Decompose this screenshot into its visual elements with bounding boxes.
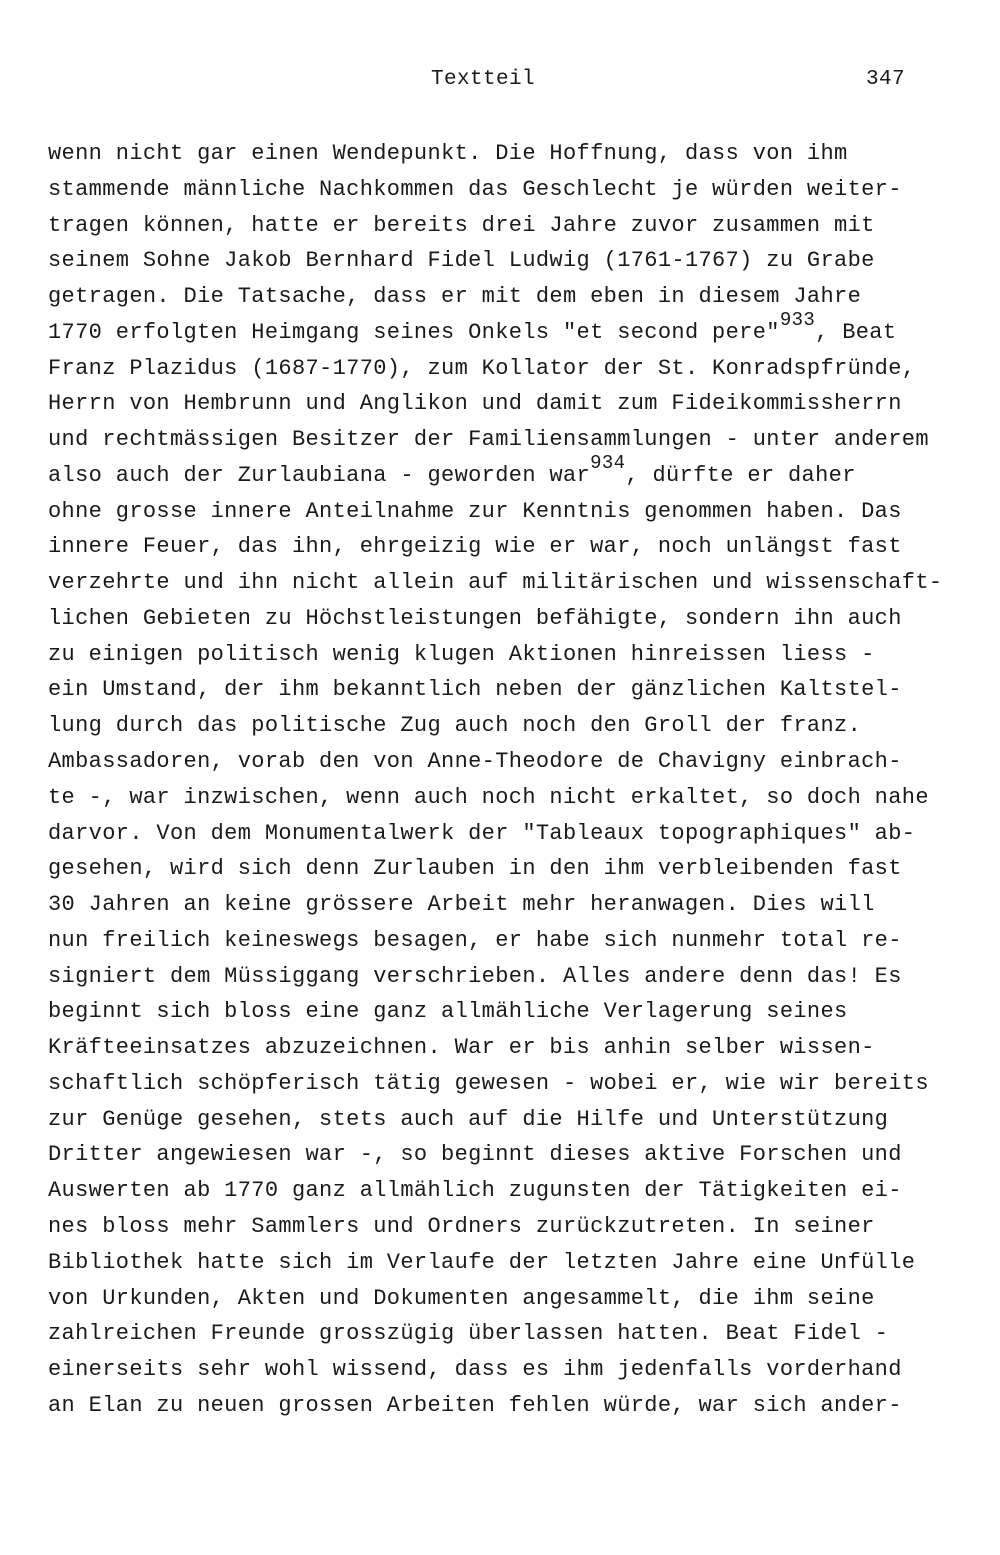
- line-text: ein Umstand, der ihm bekanntlich neben der gänzlichen Kaltstel-: [48, 677, 902, 703]
- text-line: [48, 386, 968, 422]
- text-line: [48, 1030, 968, 1066]
- text-line: [48, 744, 968, 780]
- line-text-continued: , Beat: [815, 319, 897, 345]
- text-line: [48, 1352, 968, 1388]
- line-text: Ambassadoren, vorab den von Anne-Theodore de Chavigny einbrach-: [48, 749, 902, 775]
- line-text: Kräfteeinsatzes abzuzeichnen. War er bis anhin selber wissen-: [48, 1035, 875, 1061]
- line-text: zahlreichen Freunde grosszügig überlassen hatten. Beat Fidel -: [48, 1321, 889, 1347]
- text-line: [48, 816, 968, 852]
- running-title: Textteil: [431, 68, 536, 91]
- line-text: lichen Gebieten zu Höchstleistungen befähigte, sondern ihn auch: [48, 605, 902, 631]
- text-line: [48, 351, 968, 387]
- text-line: [48, 1316, 968, 1352]
- text-line: [48, 923, 968, 959]
- text-line: [48, 1281, 968, 1317]
- text-line: [48, 494, 968, 530]
- line-text: Bibliothek hatte sich im Verlaufe der letzten Jahre eine Unfülle: [48, 1249, 916, 1275]
- text-line: [48, 1245, 968, 1281]
- line-text-continued: , dürfte er daher: [625, 462, 856, 488]
- text-line: [48, 1137, 968, 1173]
- footnote-reference: 934: [590, 451, 626, 474]
- text-line: [48, 1388, 968, 1424]
- text-line: [48, 422, 968, 458]
- text-line: [48, 279, 968, 315]
- text-line: [48, 994, 968, 1030]
- line-text: ohne grosse innere Anteilnahme zur Kenntnis genommen haben. Das: [48, 498, 902, 524]
- line-text: wenn nicht gar einen Wendepunkt. Die Hoffnung, dass von ihm: [48, 141, 848, 166]
- line-text: nes bloss mehr Sammlers und Ordners zurückzutreten. In seiner: [48, 1213, 875, 1239]
- text-line: [48, 451, 968, 494]
- text-line: [48, 243, 968, 279]
- line-text: zur Genüge gesehen, stets auch auf die Hilfe und Unterstützung: [48, 1106, 889, 1132]
- line-text: schaftlich schöpferisch tätig gewesen - wobei er, wie wir bereits: [48, 1070, 929, 1096]
- footnote-reference: 933: [779, 308, 816, 331]
- text-line: [48, 136, 968, 172]
- text-line: [48, 529, 968, 565]
- line-text: zu einigen politisch wenig klugen Aktionen hinreissen liess -: [48, 641, 875, 667]
- line-text: lung durch das politische Zug auch noch den Groll der franz.: [48, 713, 862, 739]
- line-text: nun freilich keineswegs besagen, er habe sich nunmehr total re-: [48, 927, 902, 953]
- line-text: Franz Plazidus (1687-1770), zum Kollator der St. Konradspfründe,: [48, 355, 916, 381]
- line-text: an Elan zu neuen grossen Arbeiten fehlen würde, war sich ander-: [48, 1392, 902, 1418]
- line-text: seinem Sohne Jakob Bernhard Fidel Ludwig (1761-1767) zu Grabe: [48, 248, 875, 274]
- line-text: Dritter angewiesen war -, so beginnt dieses aktive Forschen und: [48, 1142, 902, 1168]
- line-text: Herrn von Hembrunn und Anglikon und damit zum Fideikommissherrn: [48, 391, 902, 417]
- text-line: [48, 851, 968, 887]
- text-line: [48, 672, 968, 708]
- line-text: Auswerten ab 1770 ganz allmählich zugunsten der Tätigkeiten ei-: [48, 1178, 902, 1204]
- line-text: 30 Jahren an keine grössere Arbeit mehr heranwagen. Dies will: [48, 892, 875, 918]
- line-text: stammende männliche Nachkommen das Geschlecht je würden weiter-: [48, 176, 902, 202]
- line-text: von Urkunden, Akten und Dokumenten angesammelt, die ihm seine: [48, 1285, 875, 1311]
- line-text: signiert dem Müssiggang verschrieben. Alles andere denn das! Es: [48, 963, 902, 989]
- text-line: [48, 637, 968, 673]
- line-text: gesehen, wird sich denn Zurlauben in den ihm verbleibenden fast: [48, 856, 902, 882]
- text-line: [48, 565, 968, 601]
- text-line: [48, 172, 968, 208]
- text-line: [48, 208, 968, 244]
- text-line: [48, 1173, 968, 1209]
- line-text: und rechtmässigen Besitzer der Familiensammlungen - unter anderem: [48, 427, 929, 453]
- line-text: 1770 erfolgten Heimgang seines Onkels "et second pere": [48, 319, 780, 345]
- line-text: getragen. Die Tatsache, dass er mit dem eben in diesem Jahre: [48, 284, 862, 310]
- text-line: [48, 887, 968, 923]
- body-text: [48, 136, 968, 1424]
- line-text: darvor. Von dem Monumentalwerk der "Tableaux topographiques" ab-: [48, 820, 916, 846]
- line-text: tragen können, hatte er bereits drei Jahre zuvor zusammen mit: [48, 212, 875, 238]
- text-line: [48, 708, 968, 744]
- line-text: verzehrte und ihn nicht allein auf militärischen und wissenschaft-: [48, 570, 943, 596]
- line-text: innere Feuer, das ihn, ehrgeizig wie er war, noch unlängst fast: [48, 534, 902, 560]
- line-text: also auch der Zurlaubiana - geworden war: [48, 462, 591, 488]
- text-line: [48, 601, 968, 637]
- line-text: einerseits sehr wohl wissend, dass es ihm jedenfalls vorderhand: [48, 1357, 902, 1383]
- line-text: beginnt sich bloss eine ganz allmähliche Verlagerung seines: [48, 999, 848, 1025]
- text-line: [48, 1209, 968, 1245]
- page-number: 347: [866, 68, 906, 91]
- text-line: [48, 959, 968, 995]
- text-line: [48, 308, 968, 351]
- text-line: [48, 780, 968, 816]
- text-line: [48, 1102, 968, 1138]
- line-text: te -, war inzwischen, wenn auch noch nicht erkaltet, so doch nahe: [48, 784, 929, 810]
- text-line: [48, 1066, 968, 1102]
